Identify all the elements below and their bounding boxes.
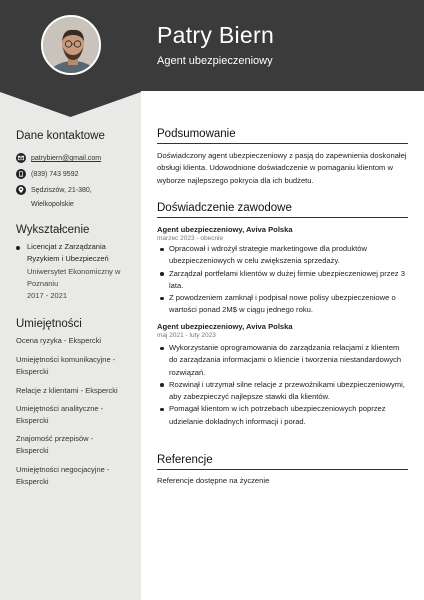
contact-email[interactable]: patrybiern@gmail.com	[31, 155, 102, 162]
education-school-line1: Uniwersytet Ekonomiczny w	[27, 266, 121, 276]
experience-heading: Doświadczenie zawodowe	[157, 202, 292, 214]
skill-item	[16, 335, 136, 347]
skill-item	[16, 354, 136, 379]
location-pin-icon	[16, 185, 26, 195]
references-text: Referencje dostępne na życzenie	[157, 476, 270, 485]
skill-item	[16, 385, 136, 397]
education-school-line2: Poznaniu	[27, 278, 59, 288]
contact-phone-row	[16, 168, 78, 182]
job-title: Agent ubezpieczeniowy, Aviva Polska	[157, 225, 293, 234]
profile-photo	[41, 15, 101, 75]
references-divider	[157, 469, 408, 470]
skill-item	[16, 403, 136, 428]
skill-item-line1: Umiejętności negocjacyjne -	[16, 465, 110, 474]
job-bullet: Opracował i wdrożył strategie marketingowe dla produktów ubezpieczeniowych w celu zwiększenia sprzedaży.	[169, 243, 409, 268]
sidebar-chevron	[0, 90, 141, 118]
phone-icon	[16, 169, 26, 179]
contact-address-row	[16, 184, 92, 212]
education-dates: 2017 - 2021	[27, 291, 68, 301]
job-bullet-list	[169, 243, 409, 317]
summary-divider	[157, 143, 408, 144]
education-bullet	[16, 246, 20, 250]
job-dates: maj 2021 - luty 2023	[157, 332, 216, 339]
skill-item-line2: Ekspercki	[16, 416, 49, 426]
contact-email-row[interactable]	[16, 152, 101, 166]
skill-item-line2: Ekspercki	[16, 446, 49, 456]
references-heading: Referencje	[157, 454, 213, 466]
job-bullet: Wykorzystanie oprogramowania do zarządzania relacjami z klientem do zarządzania informacjami o kliencie i tworzenia niestandardowych rozwiązań.	[169, 342, 409, 379]
skill-item-line1: Relacje z klientami - Ekspercki	[16, 386, 118, 395]
job-bullet: Z powodzeniem zamknął i podpisał nowe polisy ubezpieczeniowe o wartości ponad 2M$ w ciągu jednego roku.	[169, 292, 409, 317]
job-dates: marzec 2023 - obecnie	[157, 235, 224, 242]
experience-divider	[157, 217, 408, 218]
skill-item-line1: Ocena ryzyka - Ekspercki	[16, 336, 102, 345]
job-bullet-list	[169, 342, 409, 428]
candidate-name: Patry Biern	[157, 22, 275, 48]
skill-item-line1: Znajomość przepisów -	[16, 434, 94, 443]
summary-text: Doświadczony agent ubezpieczeniowy z pasją do zapewnienia doskonałej obsługi klienta. Udowodnione doświadczenie w pomaganiu klientom w wyborze najlepszego pokrycia dla ich budżetu.	[157, 151, 407, 185]
contact-address-line2: Wielkopolskie	[31, 201, 74, 208]
education-entry	[27, 241, 137, 302]
education-degree-line1: Licencjat z Zarządzania	[27, 242, 106, 251]
skill-item-line1: Umiejętności analityczne -	[16, 404, 104, 413]
skills-heading: Umiejętności	[16, 318, 82, 330]
contact-heading: Dane kontaktowe	[16, 130, 105, 142]
job-bullet: Rozwinął i utrzymał silne relacje z przewoźnikami ubezpieczeniowymi, aby zabezpieczyć najlepsze stawki dla klientów.	[169, 379, 409, 404]
contact-phone: (839) 743 9592	[31, 171, 79, 178]
skill-item	[16, 464, 136, 489]
candidate-job-title: Agent ubezpieczeniowy	[157, 55, 273, 67]
email-icon	[16, 153, 26, 163]
summary-heading: Podsumowanie	[157, 128, 236, 140]
job-bullet: Zarządzał portfelami klientów w dużej firmie ubezpieczeniowej przez 3 lata.	[169, 268, 409, 293]
education-degree-line2: Ryzykiem i Ubezpieczeń	[27, 254, 109, 264]
job-title: Agent ubezpieczeniowy, Aviva Polska	[157, 322, 293, 331]
contact-address-line1: Sędziszów, 21-380,	[31, 187, 92, 194]
skill-item-line2: Ekspercki	[16, 477, 49, 487]
education-heading: Wykształcenie	[16, 224, 90, 236]
skill-item-line2: Ekspercki	[16, 367, 49, 377]
skill-item	[16, 433, 136, 458]
job-bullet: Pomagał klientom w ich potrzebach ubezpieczeniowych poprzez udzielanie dokładnych informacji i porad.	[169, 403, 409, 428]
skill-item-line1: Umiejętności komunikacyjne -	[16, 355, 116, 364]
contact-address	[31, 184, 92, 212]
